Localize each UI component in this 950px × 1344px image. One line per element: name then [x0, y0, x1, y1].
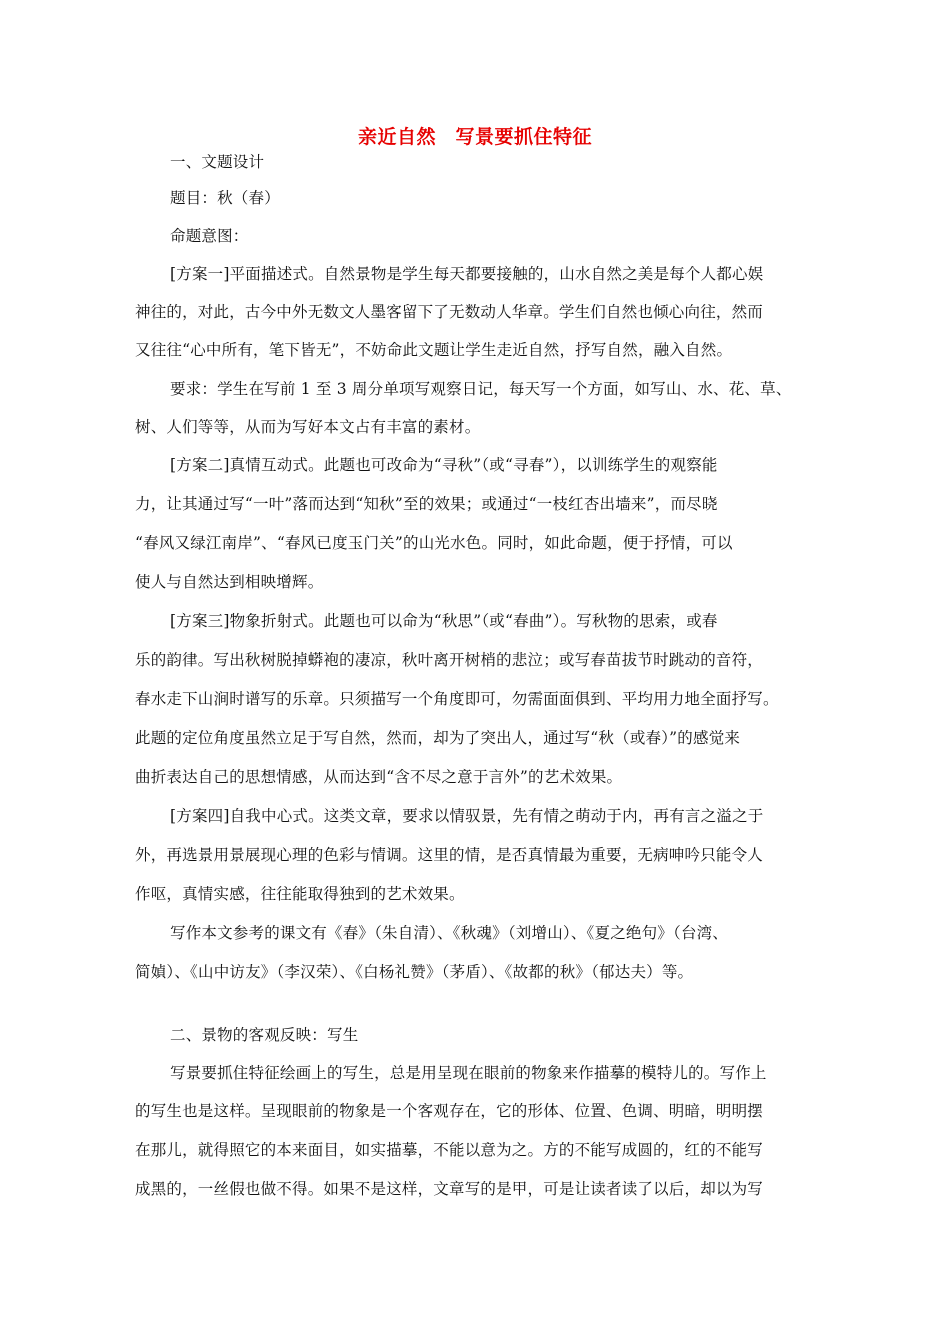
- section-heading: 一、文题设计: [170, 153, 265, 171]
- paragraph-line: 的写生也是这样。呈现眼前的物象是一个客观存在，它的形体、位置、色调、明暗，明明摆: [135, 1102, 764, 1120]
- paragraph-line: 此题的定位角度虽然立足于写自然，然而，却为了突出人，通过写“秋（或春）”的感觉来: [135, 729, 741, 747]
- paragraph-line: 树、人们等等，从而为写好本文占有丰富的素材。: [135, 418, 481, 436]
- paragraph-line: 作呕，真情实感，往往能取得独到的艺术效果。: [135, 885, 465, 903]
- paragraph-line: [方案三]物象折射式。此题也可以命为“秋思”（或“春曲”）。写秋物的思索，或春: [170, 612, 718, 630]
- paragraph-line: 曲折表达自己的思想情感，从而达到“含不尽之意于言外”的艺术效果。: [135, 768, 623, 786]
- paragraph-line: 乐的韵律。写出秋树脱掉蟒袍的凄凉，秋叶离开树梢的悲泣；或写春苗拔节时跳动的音符，: [135, 651, 764, 669]
- paragraph-line: 要求：学生在写前 1 至 3 周分单项写观察日记，每天写一个方面，如写山、水、花、草、: [170, 380, 792, 398]
- document-title: 亲近自然 写景要抓住特征: [357, 126, 592, 148]
- paragraph-line: 使人与自然达到相映增辉。: [135, 573, 324, 591]
- paragraph-line: “春风又绿江南岸”、“春风已度玉门关”的山光水色。同时，如此命题，便于抒情，可以: [135, 534, 733, 552]
- paragraph-line: 春水走下山涧时谱写的乐章。只须描写一个角度即可，勿需面面俱到、平均用力地全面抒写。: [135, 690, 779, 708]
- paragraph-line: 题目：秋（春）: [170, 189, 280, 207]
- paragraph-line: [方案一]平面描述式。自然景物是学生每天都要接触的，山水自然之美是每个人都心娱: [170, 265, 764, 283]
- section-heading: 二、景物的客观反映：写生: [170, 1026, 359, 1044]
- paragraph-line: [方案二]真情互动式。此题也可改命为“寻秋”（或“寻春”），以训练学生的观察能: [170, 456, 718, 474]
- paragraph-line: 成黑的，一丝假也做不得。如果不是这样，文章写的是甲，可是让读者读了以后，却以为写: [135, 1180, 764, 1198]
- paragraph-line: 写作本文参考的课文有《春》（朱自清）、《秋魂》（刘增山）、《夏之绝句》（台湾、: [170, 924, 729, 942]
- paragraph-line: 在那儿，就得照它的本来面目，如实描摹，不能以意为之。方的不能写成圆的，红的不能写: [135, 1141, 764, 1159]
- paragraph-line: 神往的，对此，古今中外无数文人墨客留下了无数动人华章。学生们自然也倾心向往，然而: [135, 303, 764, 321]
- paragraph-line: 又往往“心中所有，笔下皆无”，不妨命此文题让学生走近自然，抒写自然，融入自然。: [135, 341, 733, 359]
- paragraph-line: 力，让其通过写“一叶”落而达到“知秋”至的效果；或通过“一枝红杏出墙来”，而尽晓: [135, 495, 718, 513]
- paragraph-line: 写景要抓住特征绘画上的写生，总是用呈现在眼前的物象来作描摹的模特儿的。写作上: [170, 1064, 767, 1082]
- paragraph-line: 外，再选景用景展现心理的色彩与情调。这里的情，是否真情最为重要，无病呻吟只能令人: [135, 846, 764, 864]
- paragraph-line: 命题意图：: [170, 227, 249, 245]
- paragraph-line: [方案四]自我中心式。这类文章，要求以情驭景，先有情之萌动于内，再有言之溢之于: [170, 807, 764, 825]
- paragraph-line: 简媜）、《山中访友》（李汉荣）、《白杨礼赞》（茅盾）、《故都的秋》（郁达夫）等。: [135, 963, 694, 981]
